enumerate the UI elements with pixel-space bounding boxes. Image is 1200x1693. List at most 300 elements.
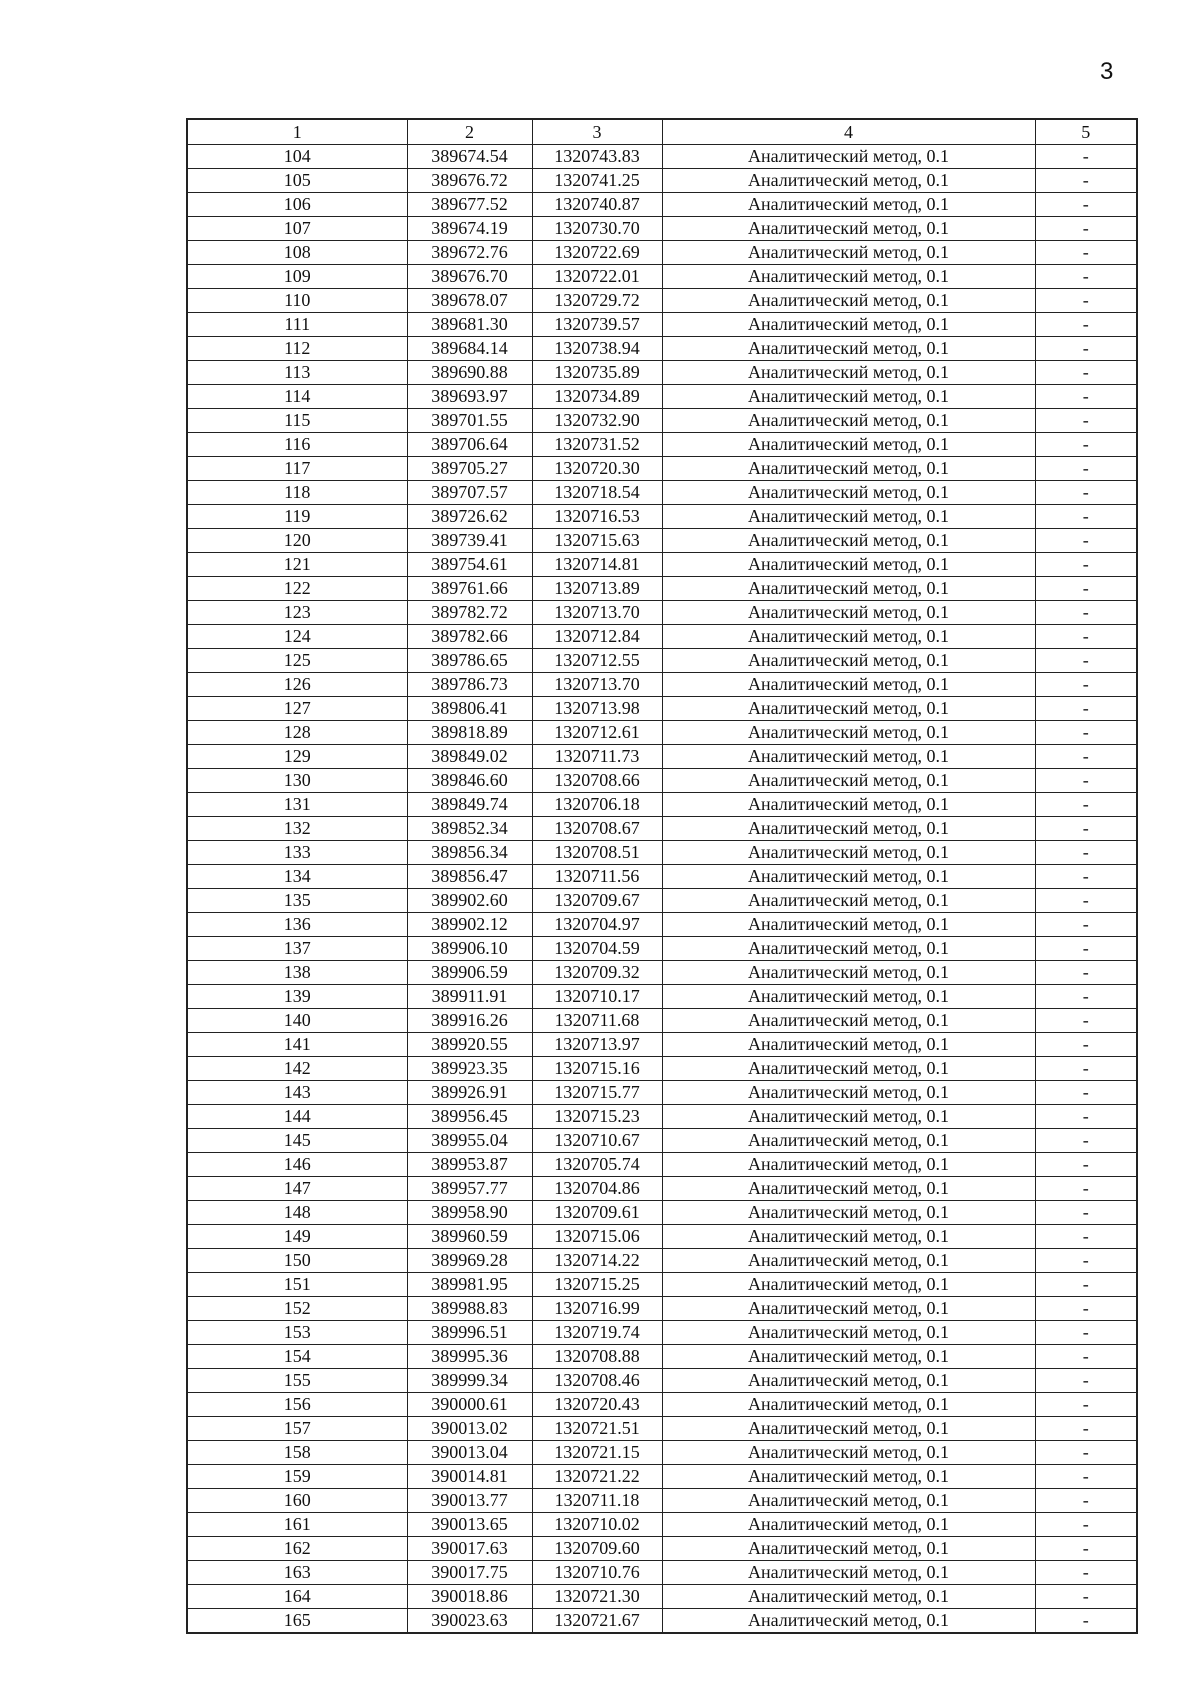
- table-row: [187, 457, 1137, 481]
- y-coordinate-cell: 1320705.74: [532, 1153, 662, 1177]
- method-cell: Аналитический метод, 0.1: [662, 1249, 1035, 1273]
- header-cell-5: 5: [1035, 119, 1137, 145]
- table-row: [187, 1537, 1137, 1561]
- table-row: [187, 145, 1137, 169]
- method-cell: Аналитический метод, 0.1: [662, 1345, 1035, 1369]
- y-coordinate-cell: 1320713.70: [532, 601, 662, 625]
- header-cell-2: 2: [407, 119, 532, 145]
- x-coordinate-cell: 389681.30: [407, 313, 532, 337]
- point-number-cell: 125: [187, 649, 407, 673]
- method-cell: Аналитический метод, 0.1: [662, 1513, 1035, 1537]
- point-number-cell: 107: [187, 217, 407, 241]
- table-row: [187, 337, 1137, 361]
- point-number-cell: 129: [187, 745, 407, 769]
- method-cell: Аналитический метод, 0.1: [662, 409, 1035, 433]
- y-coordinate-cell: 1320739.57: [532, 313, 662, 337]
- note-cell: -: [1035, 553, 1137, 577]
- x-coordinate-cell: 389674.54: [407, 145, 532, 169]
- page-number: 3: [1100, 58, 1114, 85]
- y-coordinate-cell: 1320704.86: [532, 1177, 662, 1201]
- table-row: [187, 889, 1137, 913]
- point-number-cell: 136: [187, 913, 407, 937]
- table-row: [187, 289, 1137, 313]
- method-cell: Аналитический метод, 0.1: [662, 313, 1035, 337]
- y-coordinate-cell: 1320731.52: [532, 433, 662, 457]
- method-cell: Аналитический метод, 0.1: [662, 433, 1035, 457]
- method-cell: Аналитический метод, 0.1: [662, 1321, 1035, 1345]
- method-cell: Аналитический метод, 0.1: [662, 1369, 1035, 1393]
- point-number-cell: 120: [187, 529, 407, 553]
- point-number-cell: 112: [187, 337, 407, 361]
- y-coordinate-cell: 1320710.76: [532, 1561, 662, 1585]
- method-cell: Аналитический метод, 0.1: [662, 1441, 1035, 1465]
- table-row: [187, 1609, 1137, 1634]
- table-row: [187, 241, 1137, 265]
- y-coordinate-cell: 1320734.89: [532, 385, 662, 409]
- y-coordinate-cell: 1320708.51: [532, 841, 662, 865]
- y-coordinate-cell: 1320709.61: [532, 1201, 662, 1225]
- note-cell: -: [1035, 697, 1137, 721]
- method-cell: Аналитический метод, 0.1: [662, 1201, 1035, 1225]
- y-coordinate-cell: 1320704.59: [532, 937, 662, 961]
- table-row: [187, 577, 1137, 601]
- point-number-cell: 151: [187, 1273, 407, 1297]
- table-row: [187, 625, 1137, 649]
- table-row: [187, 1129, 1137, 1153]
- y-coordinate-cell: 1320719.74: [532, 1321, 662, 1345]
- point-number-cell: 163: [187, 1561, 407, 1585]
- note-cell: -: [1035, 1369, 1137, 1393]
- header-cell-3: 3: [532, 119, 662, 145]
- note-cell: -: [1035, 577, 1137, 601]
- note-cell: -: [1035, 1561, 1137, 1585]
- method-cell: Аналитический метод, 0.1: [662, 1057, 1035, 1081]
- note-cell: -: [1035, 1297, 1137, 1321]
- method-cell: Аналитический метод, 0.1: [662, 361, 1035, 385]
- y-coordinate-cell: 1320738.94: [532, 337, 662, 361]
- method-cell: Аналитический метод, 0.1: [662, 505, 1035, 529]
- note-cell: -: [1035, 937, 1137, 961]
- note-cell: -: [1035, 1153, 1137, 1177]
- note-cell: -: [1035, 1225, 1137, 1249]
- y-coordinate-cell: 1320729.72: [532, 289, 662, 313]
- y-coordinate-cell: 1320708.88: [532, 1345, 662, 1369]
- note-cell: -: [1035, 217, 1137, 241]
- x-coordinate-cell: 389672.76: [407, 241, 532, 265]
- method-cell: Аналитический метод, 0.1: [662, 193, 1035, 217]
- note-cell: -: [1035, 601, 1137, 625]
- y-coordinate-cell: 1320710.02: [532, 1513, 662, 1537]
- point-number-cell: 117: [187, 457, 407, 481]
- x-coordinate-cell: 389988.83: [407, 1297, 532, 1321]
- y-coordinate-cell: 1320715.25: [532, 1273, 662, 1297]
- y-coordinate-cell: 1320715.23: [532, 1105, 662, 1129]
- table-row: [187, 1585, 1137, 1609]
- table-row: [187, 697, 1137, 721]
- table-row: [187, 1321, 1137, 1345]
- table-row: [187, 361, 1137, 385]
- x-coordinate-cell: 389761.66: [407, 577, 532, 601]
- table-row: [187, 529, 1137, 553]
- x-coordinate-cell: 389856.34: [407, 841, 532, 865]
- point-number-cell: 148: [187, 1201, 407, 1225]
- table-row: [187, 1369, 1137, 1393]
- point-number-cell: 153: [187, 1321, 407, 1345]
- y-coordinate-cell: 1320709.32: [532, 961, 662, 985]
- point-number-cell: 123: [187, 601, 407, 625]
- note-cell: -: [1035, 985, 1137, 1009]
- y-coordinate-cell: 1320711.18: [532, 1489, 662, 1513]
- table-row: [187, 1153, 1137, 1177]
- x-coordinate-cell: 390000.61: [407, 1393, 532, 1417]
- method-cell: Аналитический метод, 0.1: [662, 577, 1035, 601]
- note-cell: -: [1035, 817, 1137, 841]
- table-row: [187, 985, 1137, 1009]
- note-cell: -: [1035, 1177, 1137, 1201]
- method-cell: Аналитический метод, 0.1: [662, 1273, 1035, 1297]
- x-coordinate-cell: 389953.87: [407, 1153, 532, 1177]
- table-row: [187, 1513, 1137, 1537]
- x-coordinate-cell: 389677.52: [407, 193, 532, 217]
- table-row: [187, 721, 1137, 745]
- x-coordinate-cell: 389678.07: [407, 289, 532, 313]
- x-coordinate-cell: 390017.63: [407, 1537, 532, 1561]
- point-number-cell: 160: [187, 1489, 407, 1513]
- x-coordinate-cell: 389852.34: [407, 817, 532, 841]
- table-row: [187, 313, 1137, 337]
- table-row: [187, 1273, 1137, 1297]
- note-cell: -: [1035, 625, 1137, 649]
- table-row: [187, 1177, 1137, 1201]
- point-number-cell: 143: [187, 1081, 407, 1105]
- y-coordinate-cell: 1320711.73: [532, 745, 662, 769]
- point-number-cell: 155: [187, 1369, 407, 1393]
- table-row: [187, 409, 1137, 433]
- y-coordinate-cell: 1320718.54: [532, 481, 662, 505]
- point-number-cell: 158: [187, 1441, 407, 1465]
- method-cell: Аналитический метод, 0.1: [662, 1153, 1035, 1177]
- x-coordinate-cell: 390013.77: [407, 1489, 532, 1513]
- method-cell: Аналитический метод, 0.1: [662, 1561, 1035, 1585]
- table-row: [187, 1441, 1137, 1465]
- point-number-cell: 116: [187, 433, 407, 457]
- x-coordinate-cell: 389902.60: [407, 889, 532, 913]
- point-number-cell: 118: [187, 481, 407, 505]
- point-number-cell: 108: [187, 241, 407, 265]
- y-coordinate-cell: 1320713.89: [532, 577, 662, 601]
- table-row: [187, 769, 1137, 793]
- y-coordinate-cell: 1320732.90: [532, 409, 662, 433]
- point-number-cell: 119: [187, 505, 407, 529]
- x-coordinate-cell: 389958.90: [407, 1201, 532, 1225]
- y-coordinate-cell: 1320712.55: [532, 649, 662, 673]
- x-coordinate-cell: 389676.70: [407, 265, 532, 289]
- x-coordinate-cell: 389701.55: [407, 409, 532, 433]
- x-coordinate-cell: 389849.02: [407, 745, 532, 769]
- table-row: [187, 1297, 1137, 1321]
- point-number-cell: 130: [187, 769, 407, 793]
- method-cell: Аналитический метод, 0.1: [662, 385, 1035, 409]
- y-coordinate-cell: 1320714.22: [532, 1249, 662, 1273]
- note-cell: -: [1035, 433, 1137, 457]
- method-cell: Аналитический метод, 0.1: [662, 1537, 1035, 1561]
- note-cell: -: [1035, 1417, 1137, 1441]
- point-number-cell: 146: [187, 1153, 407, 1177]
- x-coordinate-cell: 389693.97: [407, 385, 532, 409]
- y-coordinate-cell: 1320715.63: [532, 529, 662, 553]
- method-cell: Аналитический метод, 0.1: [662, 289, 1035, 313]
- y-coordinate-cell: 1320709.67: [532, 889, 662, 913]
- y-coordinate-cell: 1320709.60: [532, 1537, 662, 1561]
- x-coordinate-cell: 389926.91: [407, 1081, 532, 1105]
- y-coordinate-cell: 1320712.61: [532, 721, 662, 745]
- table-row: [187, 433, 1137, 457]
- point-number-cell: 154: [187, 1345, 407, 1369]
- x-coordinate-cell: 389995.36: [407, 1345, 532, 1369]
- x-coordinate-cell: 389916.26: [407, 1009, 532, 1033]
- note-cell: -: [1035, 1537, 1137, 1561]
- note-cell: -: [1035, 1081, 1137, 1105]
- table-row: [187, 505, 1137, 529]
- x-coordinate-cell: 389960.59: [407, 1225, 532, 1249]
- method-cell: Аналитический метод, 0.1: [662, 745, 1035, 769]
- method-cell: Аналитический метод, 0.1: [662, 529, 1035, 553]
- x-coordinate-cell: 389906.10: [407, 937, 532, 961]
- x-coordinate-cell: 389999.34: [407, 1369, 532, 1393]
- point-number-cell: 145: [187, 1129, 407, 1153]
- note-cell: -: [1035, 361, 1137, 385]
- method-cell: Аналитический метод, 0.1: [662, 697, 1035, 721]
- y-coordinate-cell: 1320708.66: [532, 769, 662, 793]
- y-coordinate-cell: 1320721.15: [532, 1441, 662, 1465]
- note-cell: -: [1035, 385, 1137, 409]
- point-number-cell: 137: [187, 937, 407, 961]
- note-cell: -: [1035, 841, 1137, 865]
- x-coordinate-cell: 389849.74: [407, 793, 532, 817]
- point-number-cell: 164: [187, 1585, 407, 1609]
- method-cell: Аналитический метод, 0.1: [662, 913, 1035, 937]
- table-row: [187, 481, 1137, 505]
- point-number-cell: 135: [187, 889, 407, 913]
- table-row: [187, 1081, 1137, 1105]
- point-number-cell: 104: [187, 145, 407, 169]
- y-coordinate-cell: 1320722.69: [532, 241, 662, 265]
- note-cell: -: [1035, 1057, 1137, 1081]
- x-coordinate-cell: 389969.28: [407, 1249, 532, 1273]
- y-coordinate-cell: 1320730.70: [532, 217, 662, 241]
- note-cell: -: [1035, 961, 1137, 985]
- x-coordinate-cell: 390013.04: [407, 1441, 532, 1465]
- x-coordinate-cell: 389782.72: [407, 601, 532, 625]
- method-cell: Аналитический метод, 0.1: [662, 241, 1035, 265]
- x-coordinate-cell: 389676.72: [407, 169, 532, 193]
- y-coordinate-cell: 1320715.77: [532, 1081, 662, 1105]
- note-cell: -: [1035, 745, 1137, 769]
- method-cell: Аналитический метод, 0.1: [662, 673, 1035, 697]
- note-cell: -: [1035, 1345, 1137, 1369]
- method-cell: Аналитический метод, 0.1: [662, 265, 1035, 289]
- point-number-cell: 156: [187, 1393, 407, 1417]
- x-coordinate-cell: 389706.64: [407, 433, 532, 457]
- x-coordinate-cell: 389707.57: [407, 481, 532, 505]
- table-row: [187, 1489, 1137, 1513]
- table-header: [187, 119, 1137, 145]
- x-coordinate-cell: 389996.51: [407, 1321, 532, 1345]
- method-cell: Аналитический метод, 0.1: [662, 1033, 1035, 1057]
- method-cell: Аналитический метод, 0.1: [662, 793, 1035, 817]
- point-number-cell: 140: [187, 1009, 407, 1033]
- y-coordinate-cell: 1320715.16: [532, 1057, 662, 1081]
- y-coordinate-cell: 1320716.53: [532, 505, 662, 529]
- note-cell: -: [1035, 1393, 1137, 1417]
- y-coordinate-cell: 1320712.84: [532, 625, 662, 649]
- note-cell: -: [1035, 1585, 1137, 1609]
- x-coordinate-cell: 389902.12: [407, 913, 532, 937]
- note-cell: -: [1035, 337, 1137, 361]
- header-cell-1: 1: [187, 119, 407, 145]
- note-cell: -: [1035, 1609, 1137, 1634]
- method-cell: Аналитический метод, 0.1: [662, 1081, 1035, 1105]
- note-cell: -: [1035, 769, 1137, 793]
- note-cell: -: [1035, 1033, 1137, 1057]
- method-cell: Аналитический метод, 0.1: [662, 1609, 1035, 1634]
- method-cell: Аналитический метод, 0.1: [662, 649, 1035, 673]
- header-cell-4: 4: [662, 119, 1035, 145]
- note-cell: -: [1035, 1441, 1137, 1465]
- x-coordinate-cell: 390013.02: [407, 1417, 532, 1441]
- point-number-cell: 159: [187, 1465, 407, 1489]
- x-coordinate-cell: 389920.55: [407, 1033, 532, 1057]
- x-coordinate-cell: 389806.41: [407, 697, 532, 721]
- x-coordinate-cell: 389786.73: [407, 673, 532, 697]
- point-number-cell: 127: [187, 697, 407, 721]
- method-cell: Аналитический метод, 0.1: [662, 865, 1035, 889]
- note-cell: -: [1035, 889, 1137, 913]
- y-coordinate-cell: 1320713.98: [532, 697, 662, 721]
- method-cell: Аналитический метод, 0.1: [662, 1009, 1035, 1033]
- y-coordinate-cell: 1320708.46: [532, 1369, 662, 1393]
- note-cell: -: [1035, 529, 1137, 553]
- table-row: [187, 1225, 1137, 1249]
- table-row: [187, 553, 1137, 577]
- point-number-cell: 149: [187, 1225, 407, 1249]
- point-number-cell: 122: [187, 577, 407, 601]
- y-coordinate-cell: 1320715.06: [532, 1225, 662, 1249]
- table-row: [187, 265, 1137, 289]
- x-coordinate-cell: 389911.91: [407, 985, 532, 1009]
- point-number-cell: 115: [187, 409, 407, 433]
- point-number-cell: 144: [187, 1105, 407, 1129]
- point-number-cell: 126: [187, 673, 407, 697]
- method-cell: Аналитический метод, 0.1: [662, 217, 1035, 241]
- method-cell: Аналитический метод, 0.1: [662, 985, 1035, 1009]
- note-cell: -: [1035, 793, 1137, 817]
- note-cell: -: [1035, 1201, 1137, 1225]
- point-number-cell: 138: [187, 961, 407, 985]
- method-cell: Аналитический метод, 0.1: [662, 601, 1035, 625]
- note-cell: -: [1035, 1129, 1137, 1153]
- table-row: [187, 1393, 1137, 1417]
- point-number-cell: 128: [187, 721, 407, 745]
- method-cell: Аналитический метод, 0.1: [662, 1105, 1035, 1129]
- y-coordinate-cell: 1320706.18: [532, 793, 662, 817]
- method-cell: Аналитический метод, 0.1: [662, 1417, 1035, 1441]
- point-number-cell: 110: [187, 289, 407, 313]
- table-row: [187, 1009, 1137, 1033]
- x-coordinate-cell: 389726.62: [407, 505, 532, 529]
- point-number-cell: 132: [187, 817, 407, 841]
- y-coordinate-cell: 1320721.67: [532, 1609, 662, 1634]
- method-cell: Аналитический метод, 0.1: [662, 817, 1035, 841]
- method-cell: Аналитический метод, 0.1: [662, 1177, 1035, 1201]
- point-number-cell: 139: [187, 985, 407, 1009]
- method-cell: Аналитический метод, 0.1: [662, 1129, 1035, 1153]
- method-cell: Аналитический метод, 0.1: [662, 769, 1035, 793]
- note-cell: -: [1035, 313, 1137, 337]
- y-coordinate-cell: 1320716.99: [532, 1297, 662, 1321]
- method-cell: Аналитический метод, 0.1: [662, 1297, 1035, 1321]
- point-number-cell: 133: [187, 841, 407, 865]
- y-coordinate-cell: 1320714.81: [532, 553, 662, 577]
- x-coordinate-cell: 389754.61: [407, 553, 532, 577]
- y-coordinate-cell: 1320711.56: [532, 865, 662, 889]
- point-number-cell: 114: [187, 385, 407, 409]
- method-cell: Аналитический метод, 0.1: [662, 169, 1035, 193]
- y-coordinate-cell: 1320704.97: [532, 913, 662, 937]
- x-coordinate-cell: 390014.81: [407, 1465, 532, 1489]
- table-row: [187, 193, 1137, 217]
- table-row: [187, 1345, 1137, 1369]
- point-number-cell: 134: [187, 865, 407, 889]
- point-number-cell: 162: [187, 1537, 407, 1561]
- table-row: [187, 1201, 1137, 1225]
- x-coordinate-cell: 389981.95: [407, 1273, 532, 1297]
- note-cell: -: [1035, 913, 1137, 937]
- y-coordinate-cell: 1320722.01: [532, 265, 662, 289]
- table-row: [187, 841, 1137, 865]
- x-coordinate-cell: 389846.60: [407, 769, 532, 793]
- note-cell: -: [1035, 409, 1137, 433]
- y-coordinate-cell: 1320710.67: [532, 1129, 662, 1153]
- method-cell: Аналитический метод, 0.1: [662, 1225, 1035, 1249]
- x-coordinate-cell: 389818.89: [407, 721, 532, 745]
- x-coordinate-cell: 389674.19: [407, 217, 532, 241]
- note-cell: -: [1035, 241, 1137, 265]
- method-cell: Аналитический метод, 0.1: [662, 1585, 1035, 1609]
- method-cell: Аналитический метод, 0.1: [662, 1393, 1035, 1417]
- note-cell: -: [1035, 865, 1137, 889]
- method-cell: Аналитический метод, 0.1: [662, 337, 1035, 361]
- table-row: [187, 1417, 1137, 1441]
- note-cell: -: [1035, 1105, 1137, 1129]
- table-row: [187, 865, 1137, 889]
- table-row: [187, 745, 1137, 769]
- table-row: [187, 385, 1137, 409]
- table-row: [187, 1105, 1137, 1129]
- point-number-cell: 105: [187, 169, 407, 193]
- method-cell: Аналитический метод, 0.1: [662, 937, 1035, 961]
- table-body: [187, 145, 1137, 1634]
- x-coordinate-cell: 389739.41: [407, 529, 532, 553]
- y-coordinate-cell: 1320708.67: [532, 817, 662, 841]
- x-coordinate-cell: 389690.88: [407, 361, 532, 385]
- y-coordinate-cell: 1320713.97: [532, 1033, 662, 1057]
- note-cell: -: [1035, 193, 1137, 217]
- point-number-cell: 113: [187, 361, 407, 385]
- x-coordinate-cell: 389906.59: [407, 961, 532, 985]
- point-number-cell: 109: [187, 265, 407, 289]
- table-row: [187, 217, 1137, 241]
